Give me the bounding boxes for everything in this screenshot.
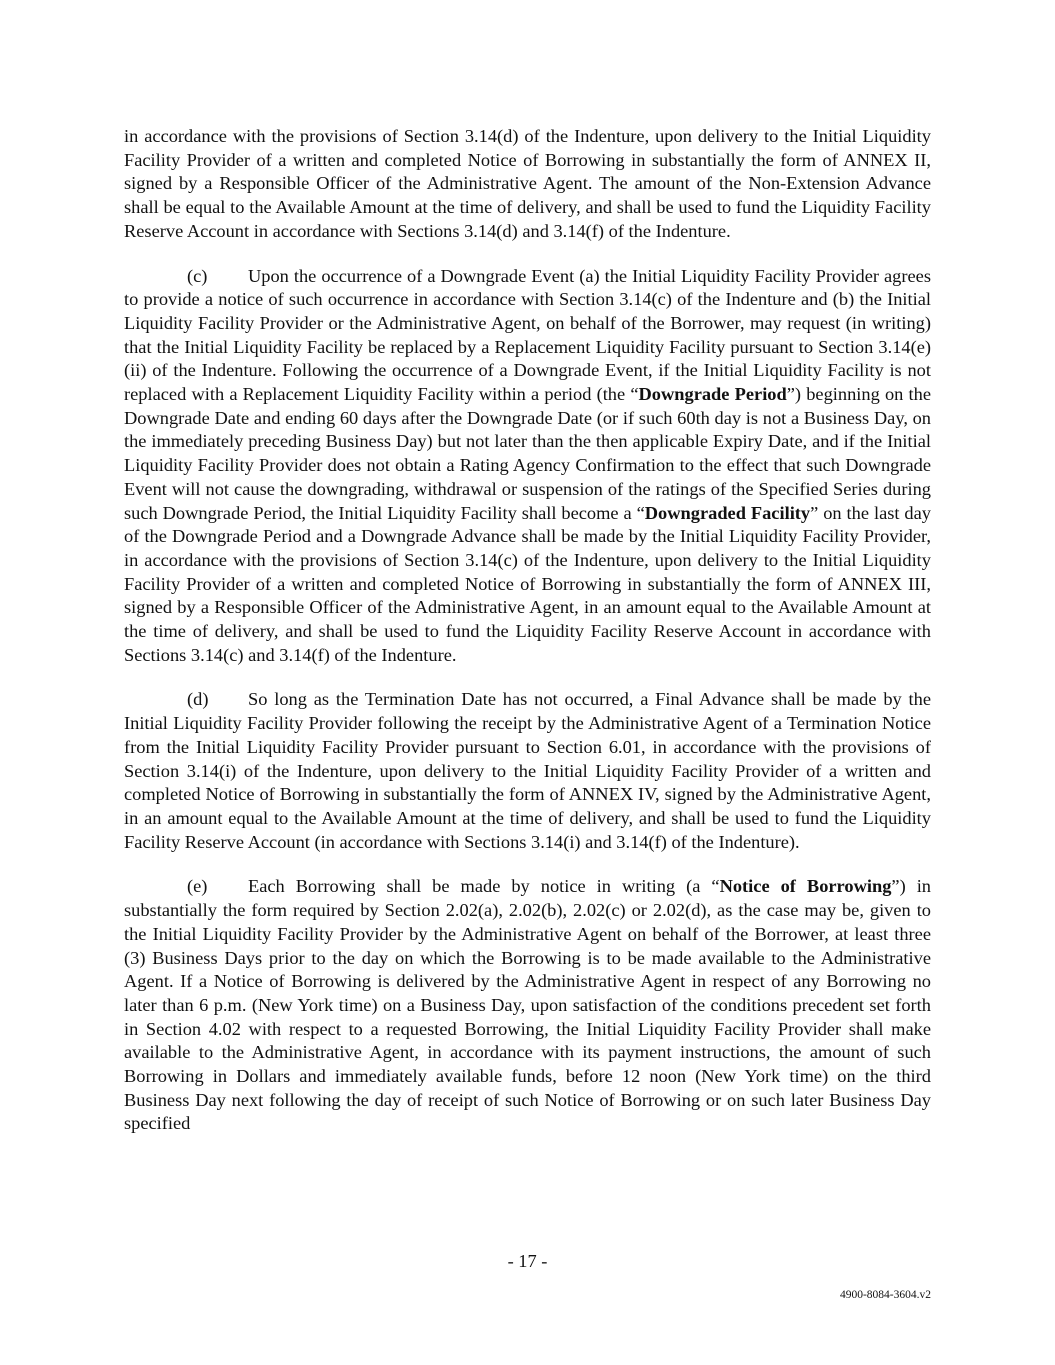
paragraph-text: ”) beginning on the Downgrade Date and ending 60 days after the Downgrade Date (or if such 60th day is not a Business Day, on the immediately preceding Business Day) but not later than the then applicable Expiry Date, and if the Initial Liquidity Facility Provider does not obtain a Rating Agency Confirmation to the effect that such Downgrade Event will not cause the downgrading, withdrawal or suspension of the ratings of the Specified Series during such Downgrade Period, the Initial Liquidity Facility shall become a “ (124, 384, 931, 523)
paragraph-d (124, 688, 931, 854)
defined-term: Notice of Borrowing (719, 876, 892, 897)
defined-term: Downgrade Period (638, 384, 787, 405)
paragraph-text: Upon the occurrence of a Downgrade Event (a) the Initial Liquidity Facility Provider agrees to provide a notice of such occurrence in accordance with Section 3.14(c) of the Indenture and (b) the Initial Liquidity Facility Provider or the Administrative Agent, on behalf of the Borrower, may request (in writing) that the Initial Liquidity Facility be replaced by a Replacement Liquidity Facility pursuant to Section 3.14(e)(ii) of the Indenture. Following the occurrence of a Downgrade Event, if the Initial Liquidity Facility is not replaced with a Replacement Liquidity Facility within a period (the “ (124, 265, 931, 405)
paragraph-e (124, 875, 931, 1136)
paragraph-text: ”) in substantially the form required by Section 2.02(a), 2.02(b), 2.02(c) or 2.02(d), as the case may be, given to the Initial Liquidity Facility Provider by the Administrative Agent on behalf of the Borrower, at least three (3) Business Days prior to the day on which the Borrowing is to be made available to the Administrative Agent. If a Notice of Borrowing is delivered by the Administrative Agent in respect of any Borrowing no later than 6 p.m. (New York time) on a Business Day, upon satisfaction of the conditions precedent set forth in Section 4.02 with respect to a requested Borrowing, the Initial Liquidity Facility Provider shall make available to the Administrative Agent, in accordance with its payment instructions, the amount of such Borrowing in Dollars and immediately available funds, before 12 noon (New York time) on the third Business Day next following the day of receipt of such Notice of Borrowing or on such later Business Day specified (124, 876, 931, 1134)
paragraph-label: (e) (187, 876, 208, 897)
defined-term: Downgraded Facility (644, 502, 811, 523)
paragraph-c (124, 265, 931, 668)
paragraph-text: ” on the last day of the Downgrade Period and a Downgrade Advance shall be made by the Initial Liquidity Facility Provider, in accordance with the provisions of Section 3.14(c) of the Indenture, upon delivery to the Initial Liquidity Facility Provider of a written and completed Notice of Borrowing in substantially the form of ANNEX III, signed by a Responsible Officer of the Administrative Agent, in an amount equal to the Available Amount at the time of delivery, and shall be used to fund the Liquidity Facility Reserve Account in accordance with Sections 3.14(c) and 3.14(f) of the Indenture. (124, 502, 931, 665)
page-number: - 17 - (507, 1251, 548, 1271)
paragraph-label: (c) (187, 265, 208, 286)
document-id: 4900-8084-3604.v2 (839, 1289, 931, 1301)
paragraph-label: (d) (187, 689, 209, 710)
paragraph-continuation (124, 125, 931, 244)
paragraph-text: in accordance with the provisions of Section 3.14(d) of the Indenture, upon delivery to the Initial Liquidity Facility Provider of a written and completed Notice of Borrowing in substantially the form of ANNEX II, signed by a Responsible Officer of the Administrative Agent. The amount of the Non-Extension Advance shall be equal to the Available Amount at the time of delivery, and shall be used to fund the Liquidity Facility Reserve Account in accordance with Sections 3.14(d) and 3.14(f) of the Indenture. (124, 126, 931, 241)
paragraph-text: Each Borrowing shall be made by notice in writing (a “ (248, 876, 720, 897)
document-body (124, 125, 931, 1157)
paragraph-text: So long as the Termination Date has not occurred, a Final Advance shall be made by the Initial Liquidity Facility Provider following the receipt by the Administrative Agent of a Termination Notice from the Initial Liquidity Facility Provider pursuant to Section 6.01, in accordance with the provisions of Section 3.14(i) of the Indenture, upon delivery to the Initial Liquidity Facility Provider of a written and completed Notice of Borrowing in substantially the form of ANNEX IV, signed by the Administrative Agent, in an amount equal to the Available Amount at the time of delivery, and shall be used to fund the Liquidity Facility Reserve Account (in accordance with Sections 3.14(i) and 3.14(f) of the Indenture). (124, 689, 931, 852)
